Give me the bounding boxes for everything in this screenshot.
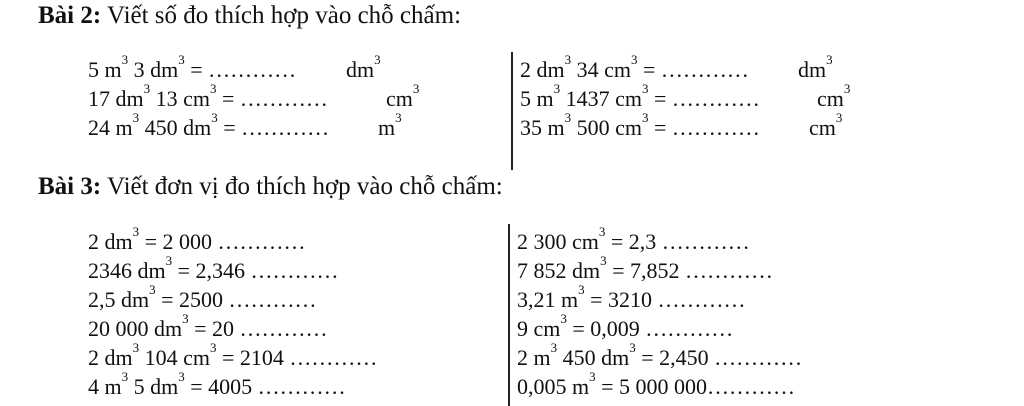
- bai2-left-unit: $dm^3$: [346, 52, 381, 82]
- bai2-left-expression: 5 $m^3$ 3 $dm^3$ = …………: [88, 52, 297, 82]
- bai2-right-unit: $dm^3$: [798, 52, 833, 82]
- bai3-left-row: 2346 $dm^3 = 2,346$ …………: [88, 253, 339, 283]
- bai2-right-expression: 35 $m^3$ 500 $cm^3$ = …………: [520, 110, 760, 140]
- bai3-left-row: 2,5 $dm^3 = 2500$ …………: [88, 282, 317, 312]
- bai3-instruction: Viết đơn vị đo thích hợp vào chỗ chấm:: [107, 173, 503, 200]
- bai3-right-row: 7 852 $dm^3 = 7,852$ …………: [517, 253, 774, 283]
- bai2-right-unit: $cm^3$: [817, 81, 851, 111]
- bai2-left-expression: 17 $dm^3$ 13 $cm^3$ = …………: [88, 81, 328, 111]
- bai3-left-row: 2 $dm^3 = 2$ 000 …………: [88, 224, 306, 254]
- bai3-column-divider: [508, 224, 510, 406]
- bai3-right-row: 3,21 $m^3 = 3210$ …………: [517, 282, 746, 312]
- bai2-instruction: Viết số đo thích hợp vào chỗ chấm:: [107, 2, 462, 29]
- bai2-right-expression: 2 $dm^3$ 34 $cm^3$ = …………: [520, 52, 749, 82]
- bai2-left-row: [88, 52, 297, 83]
- bai2-right-row: [520, 81, 760, 112]
- bai3-right-row: 9 $cm^3 = 0,009$ …………: [517, 311, 734, 341]
- bai2-left-unit: $m^3$: [378, 110, 402, 140]
- bai2-column-divider: [511, 52, 513, 170]
- bai2-heading: [38, 2, 461, 30]
- bai2-right-row: [520, 52, 749, 83]
- bai2-right-expression: 5 $m^3$ 1437 $cm^3$ = …………: [520, 81, 760, 111]
- bai3-right-row: 2 300 $cm^3 = 2,3$ …………: [517, 224, 750, 254]
- bai2-left-expression: 24 $m^3$ 450 $dm^3$ = …………: [88, 110, 330, 140]
- bai2-left-row: [88, 81, 328, 112]
- bai3-right-row: 2 $m^3$ 450 $dm^3 = 2,450$ …………: [517, 340, 803, 370]
- bai3-left-row: 4 $m^3$ 5 $dm^3 = 4005$ …………: [88, 369, 346, 399]
- bai2-left-row: [88, 110, 330, 141]
- bai2-right-row: [520, 110, 760, 141]
- bai2-right-unit: $cm^3$: [809, 110, 843, 140]
- bai3-heading: [38, 173, 503, 201]
- bai3-right-row: 0,005 $m^3 = 5$ 000 000…………: [517, 369, 796, 399]
- bai3-left-row: 2 $dm^3$ 104 $cm^3 = 2104$ …………: [88, 340, 378, 370]
- bai2-label: Bài 2:: [38, 2, 102, 29]
- bai2-left-unit: $cm^3$: [386, 81, 420, 111]
- bai3-label: Bài 3:: [38, 173, 102, 200]
- bai3-left-row: 20 000 $dm^3 = 20$ …………: [88, 311, 328, 341]
